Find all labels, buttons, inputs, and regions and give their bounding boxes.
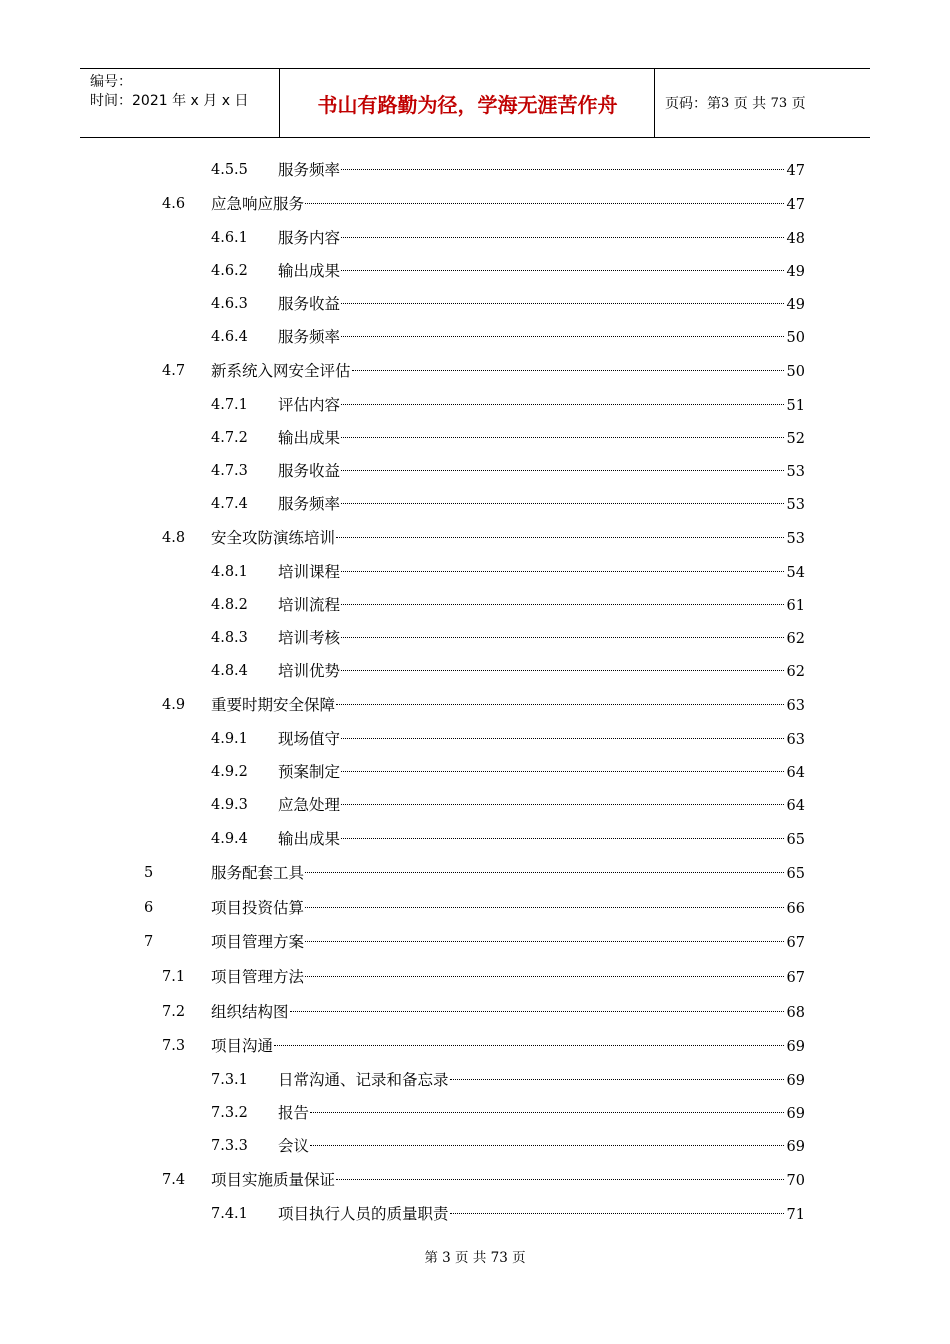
toc-entry-number: 4.7.3 bbox=[211, 463, 248, 479]
toc-dot-leader bbox=[336, 1179, 784, 1180]
toc-entry[interactable] bbox=[0, 426, 950, 450]
toc-entry-line bbox=[278, 292, 805, 317]
toc-dot-leader bbox=[341, 503, 784, 504]
toc-entry-line bbox=[278, 325, 805, 350]
toc-entry-page: 62 bbox=[786, 664, 805, 680]
toc-dot-leader bbox=[352, 370, 784, 371]
page-total: 73 bbox=[770, 95, 788, 111]
toc-dot-leader bbox=[341, 336, 784, 337]
toc-entry[interactable] bbox=[0, 325, 950, 349]
toc-entry-number: 5 bbox=[144, 865, 154, 881]
toc-entry-line bbox=[278, 393, 805, 418]
toc-entry-page: 50 bbox=[786, 364, 805, 380]
toc-entry-number: 7.1 bbox=[162, 969, 186, 985]
toc-entry-line bbox=[211, 192, 805, 217]
toc-entry-title: 项目沟通 bbox=[211, 1037, 274, 1055]
toc-entry-line bbox=[278, 1202, 805, 1227]
toc-entry[interactable] bbox=[0, 1101, 950, 1125]
toc-entry-number: 4.8.3 bbox=[211, 630, 248, 646]
toc-entry[interactable] bbox=[0, 626, 950, 650]
toc-entry-number: 4.6.3 bbox=[211, 296, 248, 312]
toc-entry-number: 4.9.3 bbox=[211, 797, 248, 813]
toc-entry-number: 4.6 bbox=[162, 196, 186, 212]
toc-dot-leader bbox=[305, 976, 784, 977]
toc-entry-title: 应急处理 bbox=[278, 796, 341, 814]
toc-entry-page: 47 bbox=[786, 163, 805, 179]
toc-entry-title: 培训优势 bbox=[278, 662, 341, 680]
toc-entry-page: 71 bbox=[786, 1207, 805, 1223]
toc-entry-line bbox=[211, 693, 805, 718]
toc-entry[interactable] bbox=[0, 930, 950, 954]
toc-entry-page: 49 bbox=[786, 297, 805, 313]
toc-entry-page: 69 bbox=[786, 1039, 805, 1055]
toc-entry-line bbox=[278, 760, 805, 785]
toc-entry-page: 67 bbox=[786, 935, 805, 951]
toc-dot-leader bbox=[305, 203, 784, 204]
toc-entry-number: 7.3 bbox=[162, 1038, 186, 1054]
toc-entry[interactable] bbox=[0, 827, 950, 851]
page-header bbox=[80, 68, 870, 138]
toc-entry-page: 49 bbox=[786, 264, 805, 280]
toc-entry[interactable] bbox=[0, 459, 950, 483]
toc-entry-page: 52 bbox=[786, 431, 805, 447]
toc-entry-number: 4.7 bbox=[162, 363, 186, 379]
toc-entry[interactable] bbox=[0, 760, 950, 784]
toc-dot-leader bbox=[341, 437, 784, 438]
toc-entry-line bbox=[211, 1168, 805, 1193]
toc-entry-line bbox=[211, 896, 805, 921]
toc-entry-title: 培训流程 bbox=[278, 596, 341, 614]
toc-dot-leader bbox=[341, 738, 784, 739]
serial-label: 编号： bbox=[90, 74, 132, 90]
toc-entry-page: 47 bbox=[786, 197, 805, 213]
toc-entry-title: 项目投资估算 bbox=[211, 899, 305, 917]
toc-entry-title: 应急响应服务 bbox=[211, 195, 305, 213]
toc-entry-page: 70 bbox=[786, 1173, 805, 1189]
toc-entry-number: 7 bbox=[144, 934, 154, 950]
toc-entry[interactable] bbox=[0, 793, 950, 817]
toc-entry-line bbox=[278, 827, 805, 852]
toc-entry[interactable] bbox=[0, 393, 950, 417]
toc-dot-leader bbox=[305, 872, 784, 873]
toc-entry-number: 7.3.3 bbox=[211, 1138, 248, 1154]
toc-entry-line bbox=[278, 259, 805, 284]
toc-entry-title: 服务频率 bbox=[278, 161, 341, 179]
toc-entry-line bbox=[278, 727, 805, 752]
toc-entry[interactable] bbox=[0, 727, 950, 751]
toc-entry-page: 53 bbox=[786, 497, 805, 513]
toc-entry-line bbox=[211, 965, 805, 990]
toc-entry-page: 69 bbox=[786, 1073, 805, 1089]
toc-entry-page: 62 bbox=[786, 631, 805, 647]
toc-entry-page: 48 bbox=[786, 231, 805, 247]
toc-entry-number: 4.6.1 bbox=[211, 230, 248, 246]
toc-dot-leader bbox=[274, 1045, 784, 1046]
toc-entry-title: 服务频率 bbox=[278, 495, 341, 513]
toc-entry[interactable] bbox=[0, 359, 950, 383]
toc-dot-leader bbox=[341, 804, 784, 805]
toc-entry-title: 新系统入网安全评估 bbox=[211, 362, 351, 380]
toc-entry-page: 63 bbox=[786, 698, 805, 714]
toc-entry-line bbox=[278, 593, 805, 618]
toc-entry-line bbox=[278, 1134, 805, 1159]
toc-entry-page: 65 bbox=[786, 866, 805, 882]
toc-entry-number: 4.8.4 bbox=[211, 663, 248, 679]
toc-entry[interactable] bbox=[0, 693, 950, 717]
toc-entry[interactable] bbox=[0, 593, 950, 617]
toc-entry-number: 7.4 bbox=[162, 1172, 186, 1188]
toc-dot-leader bbox=[341, 169, 784, 170]
toc-entry-line bbox=[278, 226, 805, 251]
toc-entry[interactable] bbox=[0, 965, 950, 989]
toc-entry-title: 现场值守 bbox=[278, 730, 341, 748]
toc-entry[interactable] bbox=[0, 1134, 950, 1158]
toc-entry-page: 61 bbox=[786, 598, 805, 614]
toc-entry-line bbox=[211, 861, 805, 886]
toc-entry-title: 重要时期安全保障 bbox=[211, 696, 336, 714]
toc-entry[interactable] bbox=[0, 192, 950, 216]
toc-entry-title: 安全攻防演练培训 bbox=[211, 529, 336, 547]
toc-entry-title: 服务内容 bbox=[278, 229, 341, 247]
page-current: 3 bbox=[721, 95, 730, 111]
toc-entry-page: 50 bbox=[786, 330, 805, 346]
toc-entry[interactable] bbox=[0, 896, 950, 920]
toc-entry[interactable] bbox=[0, 560, 950, 584]
toc-entry-title: 项目实施质量保证 bbox=[211, 1171, 336, 1189]
toc-dot-leader bbox=[310, 1112, 784, 1113]
toc-entry-line bbox=[278, 560, 805, 585]
toc-entry-number: 4.9.2 bbox=[211, 764, 248, 780]
toc-dot-leader bbox=[341, 404, 784, 405]
toc-dot-leader bbox=[310, 1145, 784, 1146]
toc-entry-title: 项目管理方法 bbox=[211, 968, 305, 986]
page-mid: 页 共 bbox=[733, 96, 767, 112]
toc-entry-number: 7.2 bbox=[162, 1004, 186, 1020]
page-prefix: 页码：第 bbox=[665, 96, 721, 112]
toc-entry-page: 69 bbox=[786, 1106, 805, 1122]
toc-dot-leader bbox=[341, 571, 784, 572]
toc-entry-line bbox=[278, 659, 805, 684]
toc-entry-number: 4.6.2 bbox=[211, 263, 248, 279]
toc-entry[interactable] bbox=[0, 1034, 950, 1058]
header-motto: 书山有路勤为径，学海无涯苦作舟 bbox=[281, 69, 655, 137]
toc-entry-page: 54 bbox=[786, 565, 805, 581]
page-suffix: 页 bbox=[791, 96, 806, 112]
toc-entry-page: 66 bbox=[786, 901, 805, 917]
toc-dot-leader bbox=[290, 1011, 784, 1012]
toc-entry-line bbox=[278, 626, 805, 651]
toc-entry[interactable] bbox=[0, 1068, 950, 1092]
toc-entry-line bbox=[211, 930, 805, 955]
toc-entry-line bbox=[278, 492, 805, 517]
toc-entry-line bbox=[278, 158, 805, 183]
toc-dot-leader bbox=[305, 907, 784, 908]
toc-entry-number: 4.7.2 bbox=[211, 430, 248, 446]
toc-entry-line bbox=[278, 426, 805, 451]
toc-entry-title: 输出成果 bbox=[278, 830, 341, 848]
toc-entry-page: 53 bbox=[786, 464, 805, 480]
toc-entry-line bbox=[278, 459, 805, 484]
toc-entry-title: 会议 bbox=[278, 1137, 310, 1155]
toc-dot-leader bbox=[305, 941, 784, 942]
toc-dot-leader bbox=[450, 1079, 784, 1080]
toc-entry[interactable] bbox=[0, 158, 950, 182]
time-label: 时间：2021 年 x 月 x 日 bbox=[90, 93, 249, 109]
toc-entry-page: 65 bbox=[786, 832, 805, 848]
toc-entry-title: 组织结构图 bbox=[211, 1003, 289, 1021]
toc-entry-title: 项目执行人员的质量职责 bbox=[278, 1205, 449, 1223]
toc-entry-title: 服务频率 bbox=[278, 328, 341, 346]
toc-entry-number: 4.8.1 bbox=[211, 564, 248, 580]
toc-entry-line bbox=[211, 359, 805, 384]
toc-dot-leader bbox=[450, 1213, 784, 1214]
toc-entry-title: 预案制定 bbox=[278, 763, 341, 781]
toc-entry[interactable] bbox=[0, 861, 950, 885]
toc-entry-page: 63 bbox=[786, 732, 805, 748]
toc-entry-page: 67 bbox=[786, 970, 805, 986]
toc-dot-leader bbox=[341, 838, 784, 839]
toc-dot-leader bbox=[341, 470, 784, 471]
page-footer: 第 3 页 共 73 页 bbox=[424, 1250, 526, 1266]
toc-entry-title: 报告 bbox=[278, 1104, 310, 1122]
toc-entry-number: 4.6.4 bbox=[211, 329, 248, 345]
toc-dot-leader bbox=[341, 771, 784, 772]
toc-entry-number: 4.5.5 bbox=[211, 162, 248, 178]
toc-entry[interactable] bbox=[0, 226, 950, 250]
toc-entry-page: 51 bbox=[786, 398, 805, 414]
toc-entry-title: 输出成果 bbox=[278, 429, 341, 447]
toc-dot-leader bbox=[341, 303, 784, 304]
toc-dot-leader bbox=[336, 537, 784, 538]
toc-dot-leader bbox=[341, 637, 784, 638]
toc-entry-title: 服务配套工具 bbox=[211, 864, 305, 882]
toc-entry-line bbox=[211, 1034, 805, 1059]
toc-entry-page: 53 bbox=[786, 531, 805, 547]
toc-entry-title: 项目管理方案 bbox=[211, 933, 305, 951]
toc-entry-number: 4.9.1 bbox=[211, 731, 248, 747]
toc-entry-title: 日常沟通、记录和备忘录 bbox=[278, 1071, 449, 1089]
toc-entry-title: 服务收益 bbox=[278, 295, 341, 313]
toc-entry-number: 7.3.1 bbox=[211, 1072, 248, 1088]
toc-entry-line bbox=[278, 1101, 805, 1126]
toc-entry-line bbox=[211, 1000, 805, 1025]
toc-entry[interactable] bbox=[0, 492, 950, 516]
toc-entry-number: 4.8.2 bbox=[211, 597, 248, 613]
toc-entry-title: 输出成果 bbox=[278, 262, 341, 280]
toc-entry-title: 评估内容 bbox=[278, 396, 341, 414]
toc-dot-leader bbox=[336, 704, 784, 705]
toc-entry-number: 4.9 bbox=[162, 697, 186, 713]
toc-entry-number: 7.4.1 bbox=[211, 1206, 248, 1222]
toc-entry[interactable] bbox=[0, 292, 950, 316]
toc-entry-title: 培训课程 bbox=[278, 563, 341, 581]
toc-entry-number: 6 bbox=[144, 900, 154, 916]
toc-entry-page: 64 bbox=[786, 798, 805, 814]
toc-entry-page: 64 bbox=[786, 765, 805, 781]
header-meta bbox=[80, 69, 280, 137]
toc-entry-page: 68 bbox=[786, 1005, 805, 1021]
toc-entry-number: 4.9.4 bbox=[211, 831, 248, 847]
toc-entry[interactable] bbox=[0, 1000, 950, 1024]
toc-entry-line bbox=[278, 793, 805, 818]
toc-entry-title: 服务收益 bbox=[278, 462, 341, 480]
toc-entry-page: 69 bbox=[786, 1139, 805, 1155]
toc-dot-leader bbox=[341, 604, 784, 605]
toc-entry-title: 培训考核 bbox=[278, 629, 341, 647]
toc-entry-line bbox=[211, 526, 805, 551]
toc-entry[interactable] bbox=[0, 526, 950, 550]
toc-dot-leader bbox=[341, 237, 784, 238]
header-page-info bbox=[655, 69, 870, 137]
toc-entry-number: 4.7.1 bbox=[211, 397, 248, 413]
toc-entry-number: 4.8 bbox=[162, 530, 186, 546]
toc-entry[interactable] bbox=[0, 659, 950, 683]
toc-entry[interactable] bbox=[0, 1202, 950, 1226]
toc-entry-number: 7.3.2 bbox=[211, 1105, 248, 1121]
toc-dot-leader bbox=[341, 670, 784, 671]
toc-dot-leader bbox=[341, 270, 784, 271]
toc-entry-number: 4.7.4 bbox=[211, 496, 248, 512]
toc-entry[interactable] bbox=[0, 1168, 950, 1192]
toc-entry[interactable] bbox=[0, 259, 950, 283]
toc-entry-line bbox=[278, 1068, 805, 1093]
